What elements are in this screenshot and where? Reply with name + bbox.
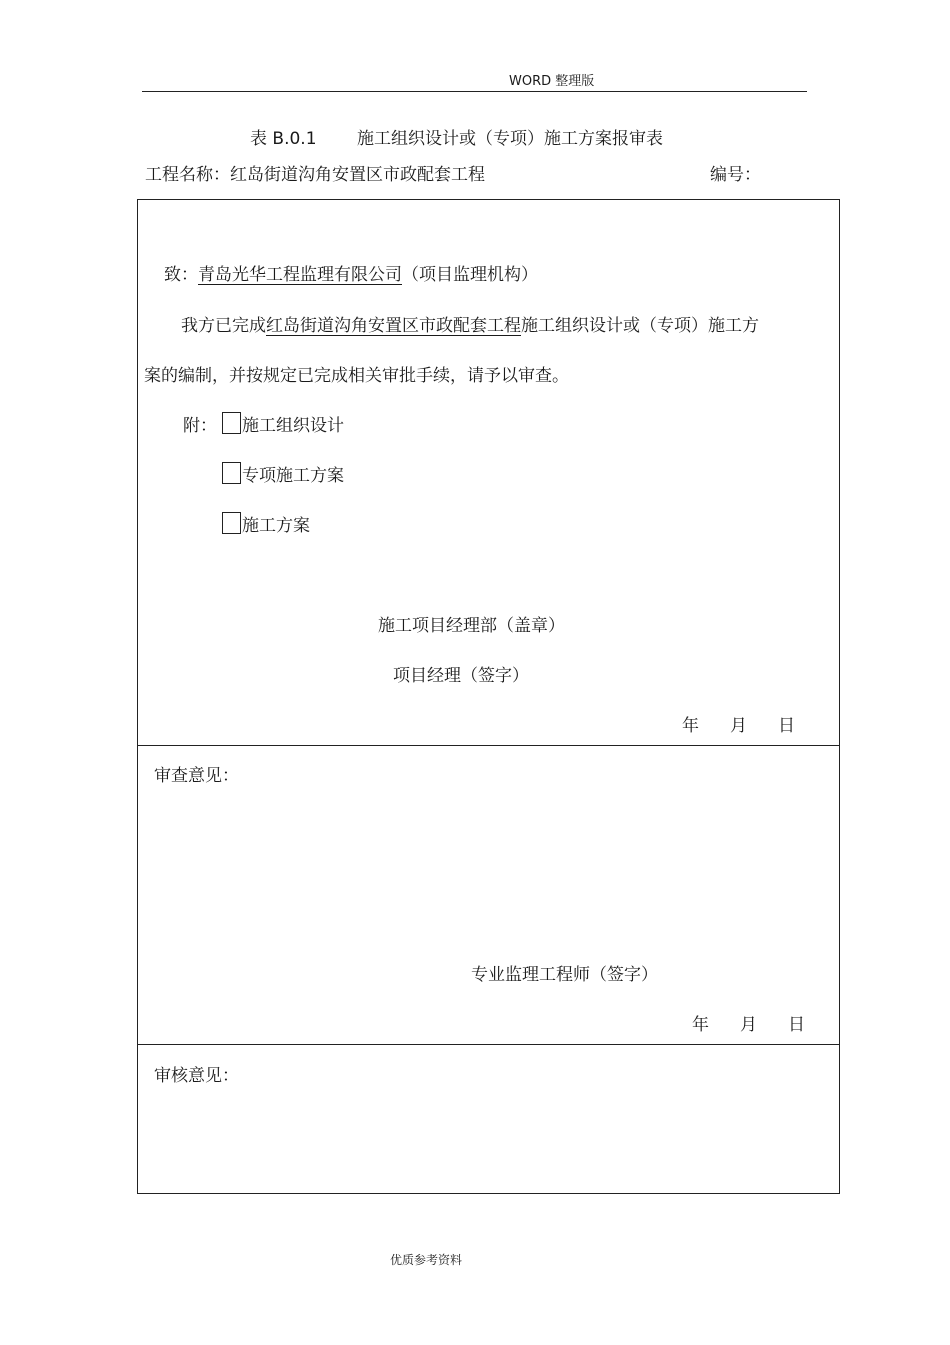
addressee-line [164,260,538,285]
page-footer: 优质参考资料 [390,1253,463,1267]
body-line-2: 案的编制，并按规定已完成相关审批手续，请予以审查。 [144,366,569,386]
addressee-company: 青岛光华工程监理有限公司 [198,265,402,285]
submission-section [137,199,840,746]
form-code: 表 B.0.1 [250,129,317,149]
checkbox-special-plan[interactable] [222,462,241,484]
project-name: 红岛街道沟角安置区市政配套工程 [230,165,485,185]
body-rest: 施工组织设计或（专项）施工方 [521,316,759,336]
date-month: 月 [730,716,747,736]
review-opinion-label: 审查意见： [154,766,239,786]
checkbox-construction-design[interactable] [222,412,241,434]
review-date-year: 年 [692,1015,709,1035]
page-header: WORD 整理版 [509,74,595,89]
body-project-name: 红岛街道沟角安置区市政配套工程 [266,316,521,336]
project-name-row [145,160,485,185]
project-label: 工程名称： [145,165,230,185]
attachment-label: 附： [183,416,217,436]
addressee-prefix: 致： [164,265,198,285]
date-year: 年 [682,716,699,736]
body-prefix: 我方已完成 [181,316,266,336]
number-label: 编号： [710,165,761,185]
attachment-construction-design: 施工组织设计 [242,416,344,436]
header-divider [142,91,807,92]
attachment-construction-plan: 施工方案 [242,516,310,536]
date-day: 日 [778,716,795,736]
review-date-day: 日 [788,1015,805,1035]
review-date-month: 月 [740,1015,757,1035]
body-line-1 [181,311,759,336]
manager-sign-label: 项目经理（签字） [393,666,529,686]
addressee-suffix: （项目监理机构） [402,265,538,285]
attachment-special-plan: 专项施工方案 [242,466,344,486]
audit-opinion-label: 审核意见： [154,1066,239,1086]
checkbox-construction-plan[interactable] [222,512,241,534]
stamp-label: 施工项目经理部（盖章） [378,616,565,636]
audit-section [137,1044,840,1194]
form-title: 施工组织设计或（专项）施工方案报审表 [357,129,663,149]
review-section [137,745,840,1045]
engineer-sign-label: 专业监理工程师（签字） [471,965,658,985]
